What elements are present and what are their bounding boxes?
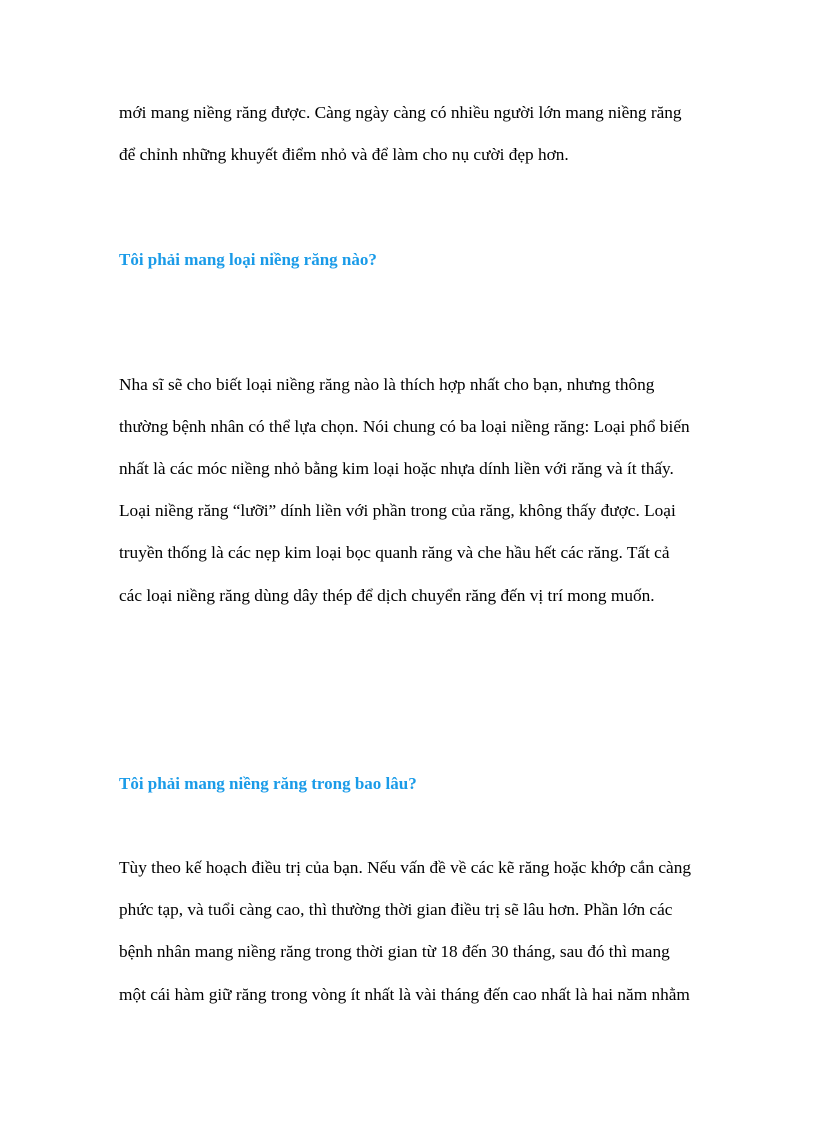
paragraph-line: thường bệnh nhân có thể lựa chọn. Nói chung có ba loại niềng răng: Loại phổ biến <box>119 417 690 436</box>
paragraph-line: Loại niềng răng “lưỡi” dính liền với phần trong của răng, không thấy được. Loại <box>119 501 676 520</box>
paragraph-line: để chỉnh những khuyết điểm nhỏ và để làm cho nụ cười đẹp hơn. <box>119 145 569 164</box>
paragraph-line: một cái hàm giữ răng trong vòng ít nhất là vài tháng đến cao nhất là hai năm nhằm <box>119 985 690 1004</box>
paragraph-line: Tùy theo kế hoạch điều trị của bạn. Nếu vấn đề về các kẽ răng hoặc khớp cắn càng <box>119 858 691 877</box>
paragraph-line: phức tạp, và tuổi càng cao, thì thường thời gian điều trị sẽ lâu hơn. Phần lớn các <box>119 900 673 919</box>
paragraph-line: nhất là các móc niềng nhỏ bằng kim loại hoặc nhựa dính liền với răng và ít thấy. <box>119 459 674 478</box>
section-heading-brace-duration: Tôi phải mang niềng răng trong bao lâu? <box>119 774 417 793</box>
paragraph-line: truyền thống là các nẹp kim loại bọc quanh răng và che hầu hết các răng. Tất cả <box>119 543 670 562</box>
paragraph-line: bệnh nhân mang niềng răng trong thời gian từ 18 đến 30 tháng, sau đó thì mang <box>119 942 670 961</box>
paragraph-line: Nha sĩ sẽ cho biết loại niềng răng nào là thích hợp nhất cho bạn, nhưng thông <box>119 375 655 394</box>
paragraph-line: mới mang niềng răng được. Càng ngày càng có nhiều người lớn mang niềng răng <box>119 103 682 122</box>
section-heading-brace-types: Tôi phải mang loại niềng răng nào? <box>119 250 377 269</box>
paragraph-line: các loại niềng răng dùng dây thép để dịch chuyển răng đến vị trí mong muốn. <box>119 586 655 605</box>
